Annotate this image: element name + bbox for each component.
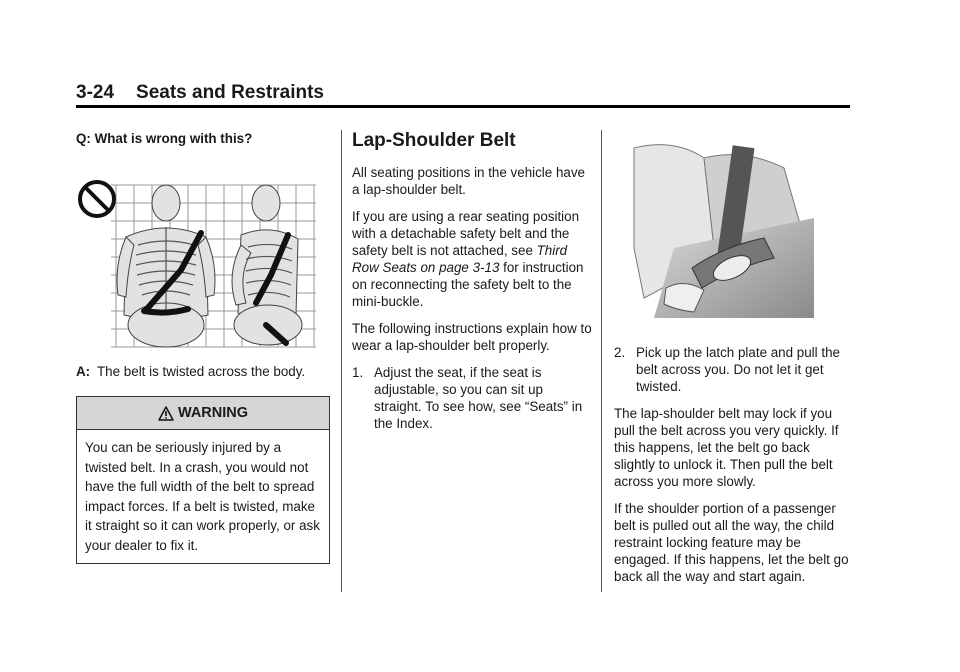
prohibition-icon: [80, 182, 114, 216]
answer: [76, 363, 330, 380]
paragraph-seating: All seating positions in the vehicle have a lap-shoulder belt.: [352, 165, 585, 197]
warning-triangle-icon: [158, 406, 174, 421]
paragraph-rear-seating: [352, 208, 592, 310]
answer-label: A:: [76, 364, 91, 379]
section-heading: Lap-Shoulder Belt: [352, 130, 516, 151]
latch-plate-illustration: [614, 128, 854, 338]
page-header: [76, 82, 324, 104]
paragraph-rear-post: for instruction on reconnecting the safety belt to the mini-buckle.: [352, 260, 584, 309]
twisted-belt-figure: [76, 175, 330, 359]
paragraph-belt-lock: The lap-shoulder belt may lock if you pull the belt across you very quickly. If this happens, let the belt go back slightly to unlock it. Then pull the belt across you more slowly.: [614, 406, 839, 489]
column-divider-right: [601, 130, 602, 592]
step-number: 1.: [352, 365, 364, 380]
header-rule: [76, 105, 850, 108]
column-one: [76, 130, 330, 564]
step-text: Pick up the latch plate and pull the belt across you. Do not let it get twisted.: [636, 345, 840, 394]
warning-box: [76, 396, 330, 564]
paragraph-instructions: The following instructions explain how to wear a lap-shoulder belt properly.: [352, 321, 592, 353]
answer-text: The belt is twisted across the body.: [97, 364, 306, 379]
cross-reference-link[interactable]: Third Row Seats on page 3-13: [352, 243, 568, 275]
warning-body: You can be seriously injured by a twisted belt. In a crash, you would not have the full width of the belt to spread impact forces. If a belt is twisted, make it straight so it can work properly, or ask your dealer to fix it.: [85, 440, 320, 553]
step-two: [614, 344, 854, 395]
question: Q: What is wrong with this?: [76, 131, 253, 146]
column-divider-left: [341, 130, 342, 592]
column-three: [614, 130, 854, 595]
paragraph-child-restraint: If the shoulder portion of a passenger belt is pulled out all the way, the child restraint locking feature may be engaged. If this happens, let the belt go back all the way and start again.: [614, 501, 849, 584]
step-one: [352, 364, 592, 432]
page-number: 3-24: [76, 82, 115, 103]
step-number: 2.: [614, 345, 626, 360]
warning-header: [77, 397, 329, 430]
section-title: Seats and Restraints: [136, 82, 324, 103]
twisted-belt-illustration: [76, 175, 326, 355]
paragraph-rear-pre: If you are using a rear seating position with a detachable safety belt and the safety belt is not attached, see: [352, 209, 580, 258]
latch-plate-photo: [614, 128, 854, 338]
column-two: [352, 130, 592, 432]
warning-title: WARNING: [177, 404, 249, 421]
step-text: Adjust the seat, if the seat is adjustable, so you can sit up straight. To see how, see “Seats” in the Index.: [374, 365, 583, 431]
